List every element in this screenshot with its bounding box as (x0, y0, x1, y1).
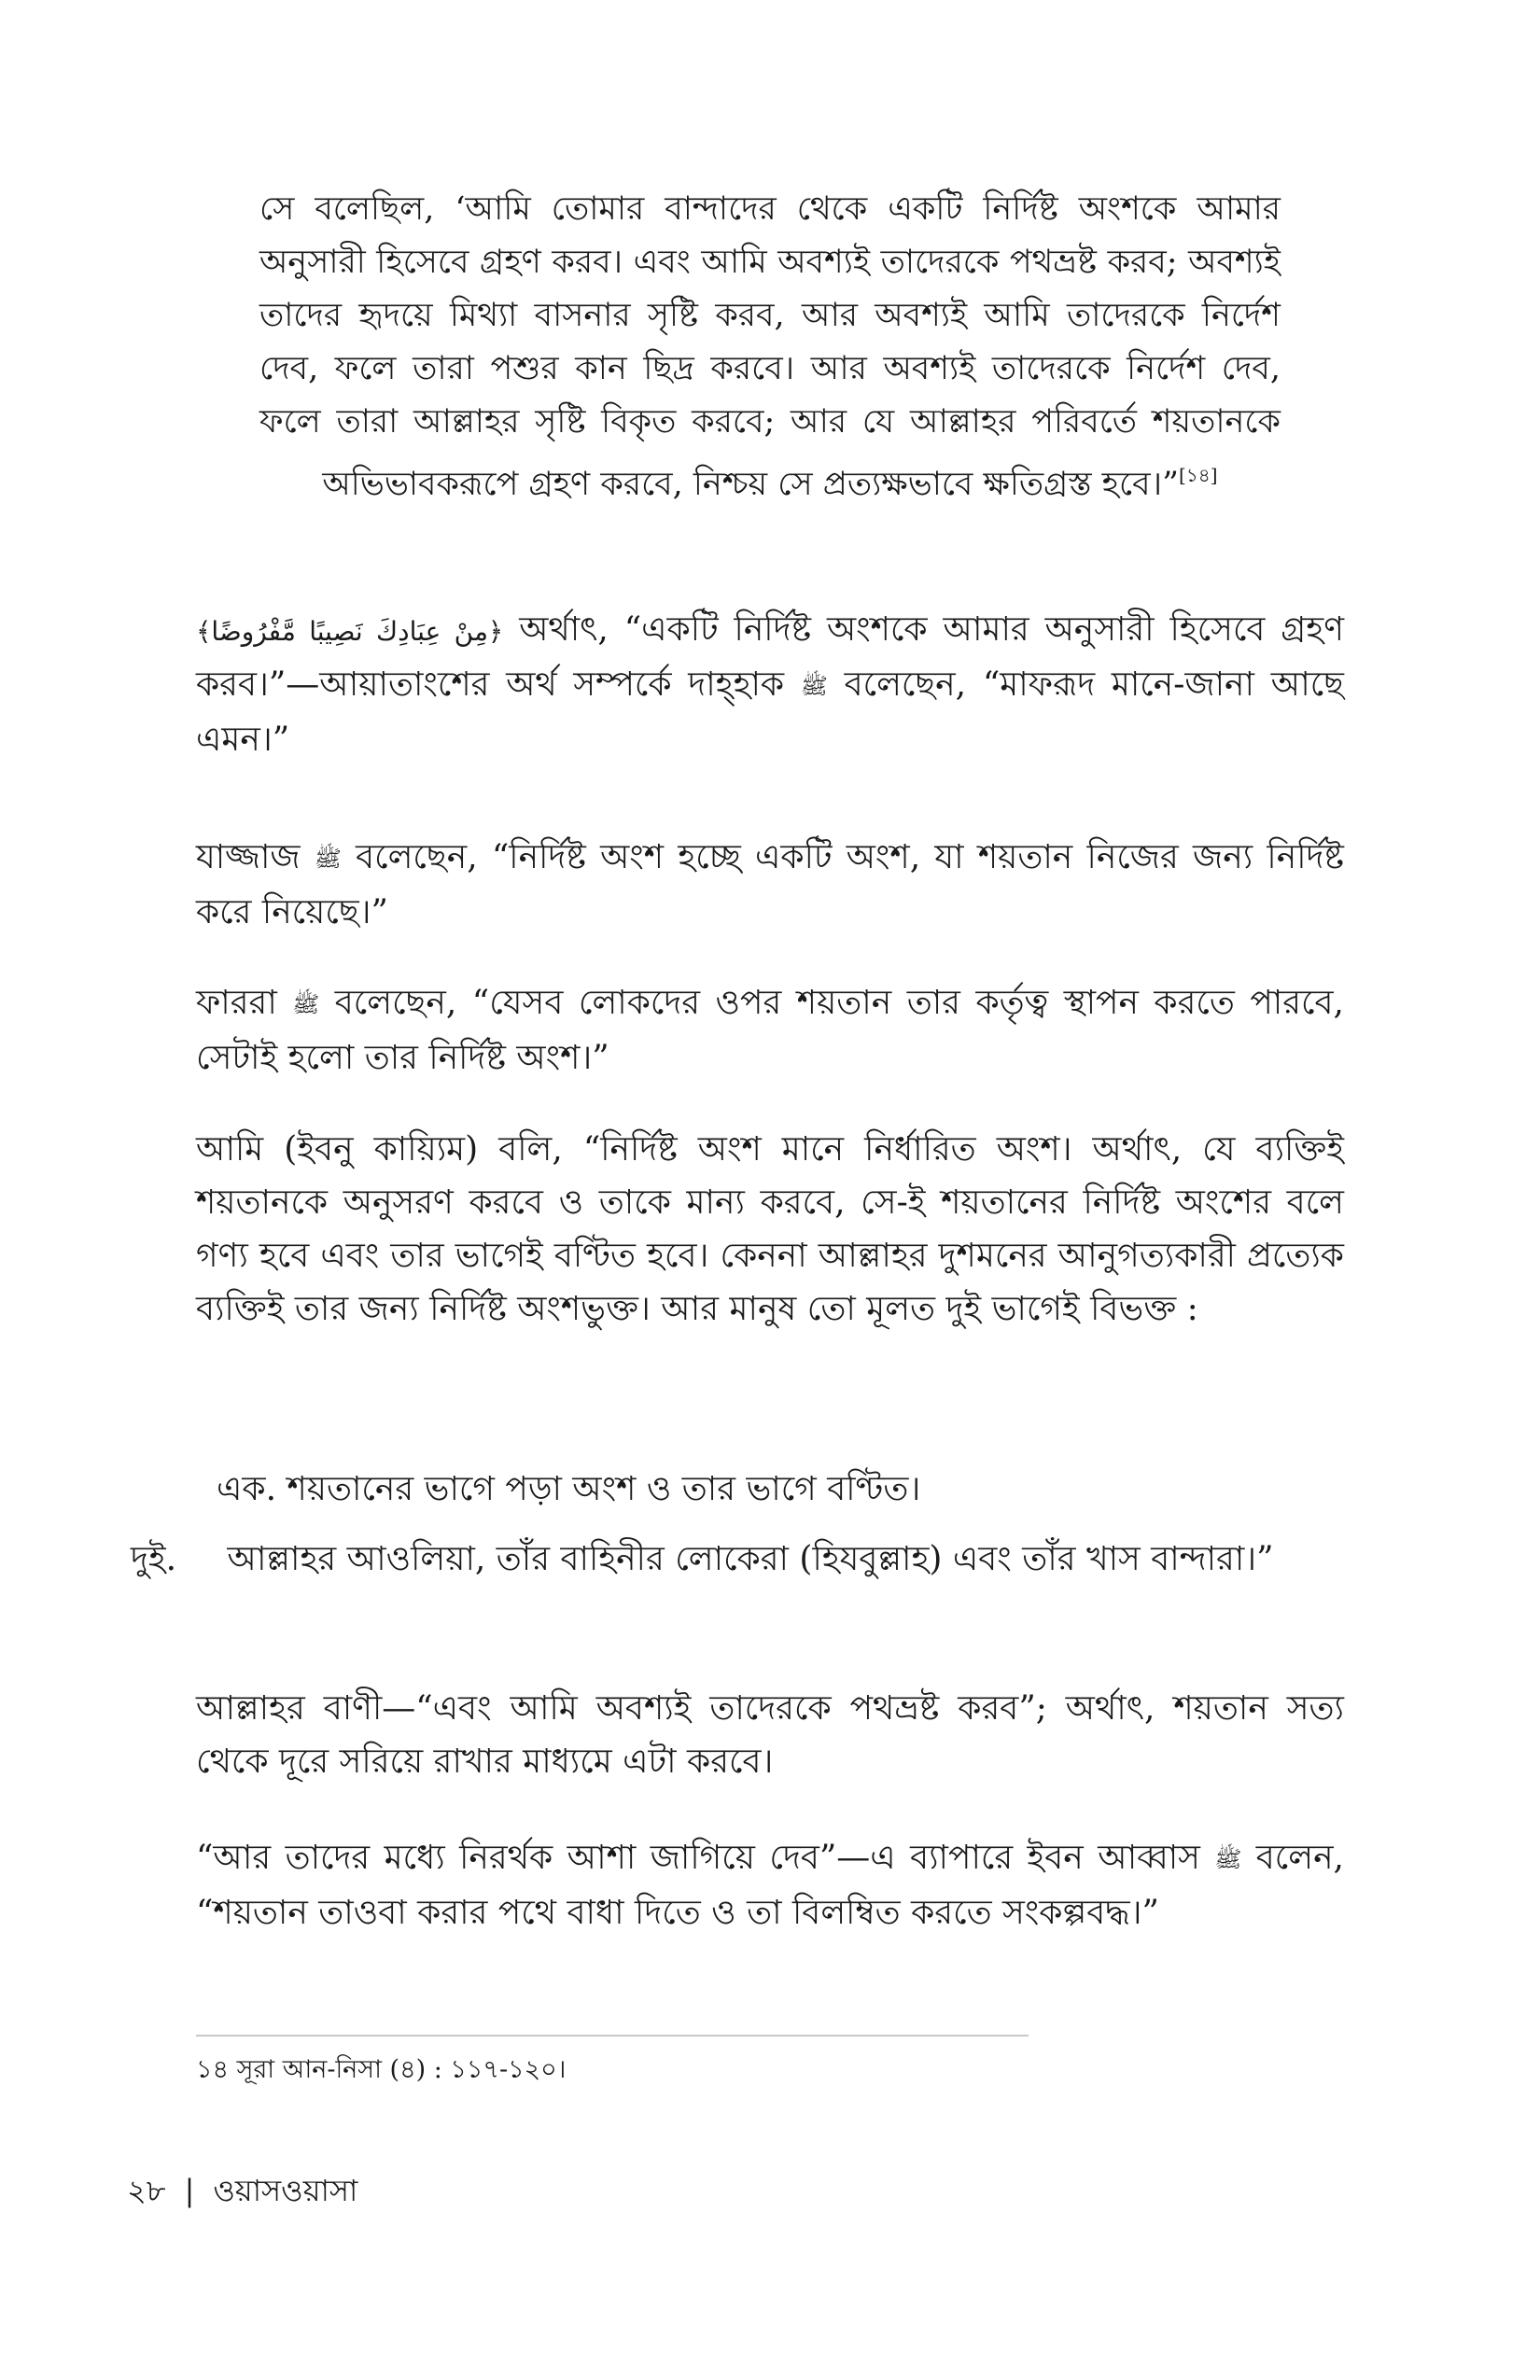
paragraph-farra (196, 976, 1344, 1085)
honorific-icon: ﷺ (800, 673, 828, 699)
list-item-number: এক. (217, 1470, 277, 1508)
book-title: ওয়াসওয়াসা (213, 2173, 358, 2208)
quran-quote (259, 183, 1281, 511)
paragraph-dahhak (196, 603, 1344, 766)
paragraph-dahhak-text-2: বলেছেন, “মাফরূদ মানে-জানা আছে এমন।” (196, 665, 1344, 759)
list-item: দুই. আল্লাহর আওলিয়া, তাঁর বাহিনীর লোকেরা (হিযবুল্লাহ) এবং তাঁর খাস বান্দারা।” (131, 1540, 1274, 1578)
paragraph-farra-text-1: ফাররা (196, 984, 293, 1022)
list-item-text: আল্লাহর আওলিয়া, তাঁর বাহিনীর লোকেরা (হিযবুল্লাহ) এবং তাঁর খাস বান্দারা।” (217, 1540, 1274, 1578)
footnote-ref: [১৪] (1179, 464, 1218, 486)
paragraph-allah-word: আল্লাহর বাণী—“এবং আমি অবশ্যই তাদেরকে পথভ্রষ্ট করব”; অর্থাৎ, শয়তান সত্য থেকে দূরে সরিয়ে রাখার মাধ্যমে এটা করবে। (196, 1689, 1344, 1781)
paragraph-ibn-abbas-text-1: “আর তাদের মধ্যে নিরর্থক আশা জাগিয়ে দেব”—এ ব্যাপারে ইবন আব্বাস (196, 1839, 1215, 1877)
page-number: ২৮ (127, 2173, 166, 2208)
paragraph-ibn-abbas (196, 1831, 1344, 1939)
list-item-text: শয়তানের ভাগে পড়া অংশ ও তার ভাগে বণ্টিত। (276, 1470, 921, 1508)
list-item (217, 1463, 1344, 1516)
paragraph-ibn-qayyim: আমি (ইবনু কায়্যিম) বলি, “নির্দিষ্ট অংশ মানে নির্ধারিত অংশ। অর্থাৎ, যে ব্যক্তিই শয়তানকে অনুসরণ করবে ও তাকে মান্য করবে, সে-ই শয়তানের নির্দিষ্ট অংশের বলে গণ্য হবে এবং তার ভাগেই বণ্টিত হবে। কেননা আল্লাহর দুশমনের আনুগত্যকারী প্রত্যেক ব্যক্তিই তার জন্য নির্দিষ্ট অংশভুক্ত। আর মানুষ তো মূলত দুই ভাগেই বিভক্ত : (196, 1130, 1344, 1328)
honorific-icon: ﷺ (314, 846, 342, 872)
paragraph-farra-text-2: বলেছেন, “যেসব লোকদের ওপর শয়তান তার কর্তৃত্ব স্থাপন করতে পারবে, সেটাই হলো তার নির্দিষ্ট অংশ।” (196, 984, 1344, 1077)
paragraph-zajjaj (196, 831, 1344, 939)
honorific-icon: ﷺ (1214, 1846, 1242, 1872)
footnote: ১৪ সূরা আন-নিসা (৪) : ১১৭-১২০। (196, 2055, 567, 2084)
arabic-verse: ﴿مِنْ عِبَادِكَ نَصِيبًا مَّفْرُوضًا﴾ (196, 616, 504, 647)
footer-separator: | (184, 2173, 195, 2208)
paragraph-dahhak-text-1: অর্থাৎ, “একটি নির্দিষ্ট অংশকে আমার অনুসারী হিসেবে গ্রহণ করব।”—আয়াতাংশের অর্থ সম্পর্কে দাহ্হাক (196, 610, 1344, 704)
paragraph-zajjaj-text-1: যাজ্জাজ (196, 838, 315, 876)
footnote-divider (196, 2035, 1029, 2037)
quran-quote-text: সে বলেছিল, ‘আমি তোমার বান্দাদের থেকে একটি নির্দিষ্ট অংশকে আমার অনুসারী হিসেবে গ্রহণ করব। এবং আমি অবশ্যই তাদেরকে পথভ্রষ্ট করব; অবশ্যই তাদের হৃদয়ে মিথ্যা বাসনার সৃষ্টি করব, আর অবশ্যই আমি তাদেরকে নির্দেশ দেব, ফলে তারা পশুর কান ছিদ্র করবে। আর অবশ্যই তাদেরকে নির্দেশ দেব, ফলে তারা আল্লাহর সৃষ্টি বিকৃত করবে; আর যে আল্লাহর পরিবর্তে শয়তানকে অভিভাবকরূপে গ্রহণ করবে, নিশ্চয় সে প্রত্যক্ষভাবে ক্ষতিগ্রস্ত হবে।” (259, 190, 1281, 503)
paragraph-zajjaj-text-2: বলেছেন, “নির্দিষ্ট অংশ হচ্ছে একটি অংশ, যা শয়তান নিজের জন্য নির্দিষ্ট করে নিয়েছে।” (196, 838, 1344, 931)
page-footer (127, 2170, 357, 2211)
paragraph-ibn-abbas-text-2: বলেন, “শয়তান তাওবা করার পথে বাধা দিতে ও তা বিলম্বিত করতে সংকল্পবদ্ধ।” (196, 1839, 1345, 1932)
honorific-icon: ﷺ (292, 991, 320, 1017)
